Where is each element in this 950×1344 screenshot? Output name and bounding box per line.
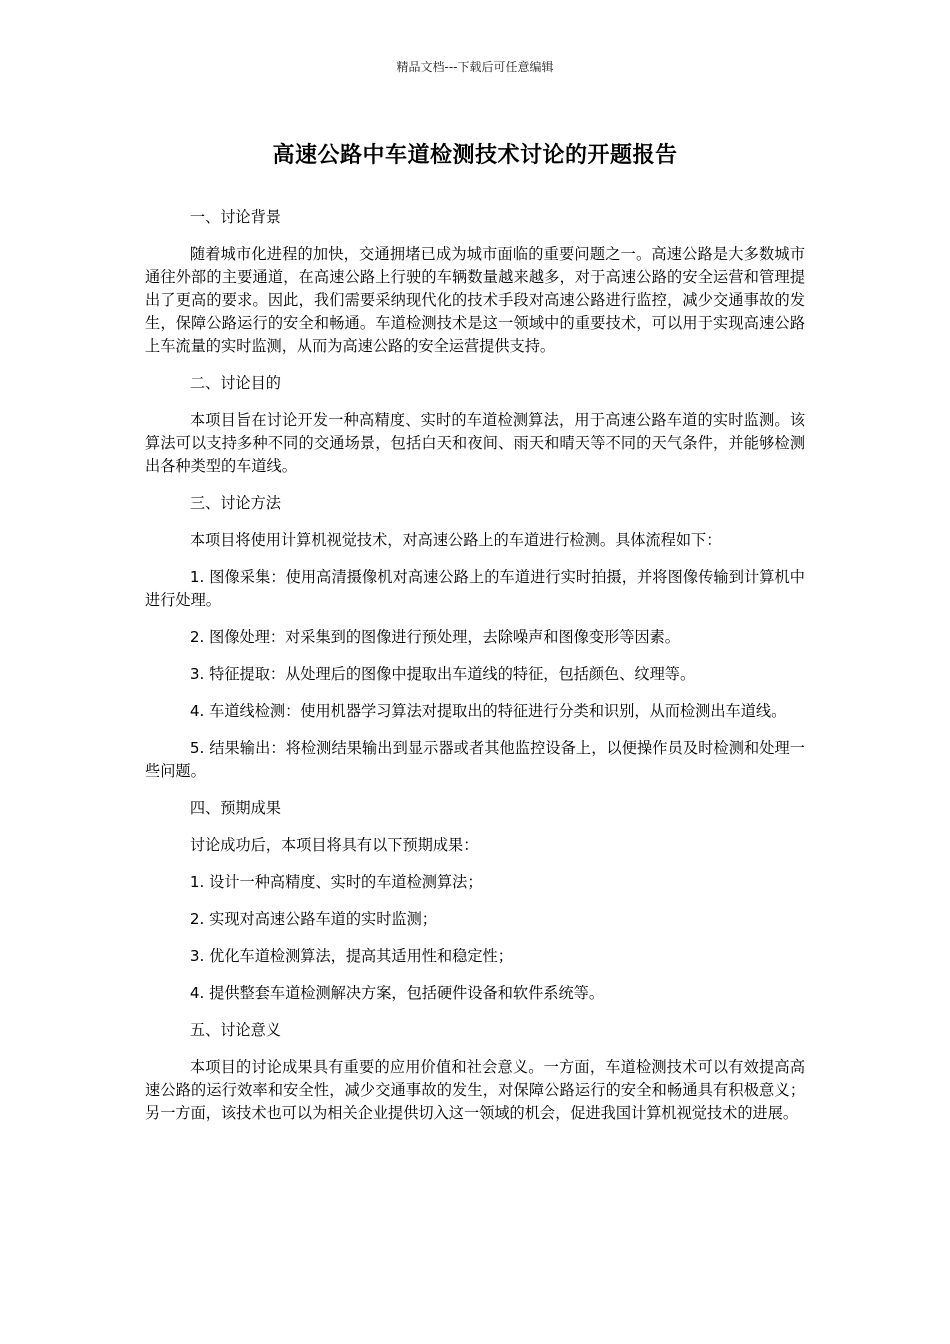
section-heading-goal: 二、讨论目的 — [189, 374, 281, 392]
method-step: 5. 结果输出：将检测结果输出到显示器或者其他监控设备上，以便操作员及时检测和处理一些问题。 — [145, 739, 805, 780]
method-step: 2. 图像处理：对采集到的图像进行预处理，去除噪声和图像变形等因素。 — [189, 628, 680, 646]
paragraph-outcome-intro: 讨论成功后，本项目将具有以下预期成果： — [189, 836, 479, 854]
section-heading-method: 三、讨论方法 — [189, 494, 281, 512]
outcome-item: 2. 实现对高速公路车道的实时监测； — [189, 910, 437, 928]
method-step: 4. 车道线检测：使用机器学习算法对提取出的特征进行分类和识别，从而检测出车道线。 — [189, 702, 787, 720]
paragraph-significance: 本项目的讨论成果具有重要的应用价值和社会意义。一方面，车道检测技术可以有效提高高速公路的运行效率和安全性，减少交通事故的发生，对保障公路运行的安全和畅通具有积极意义；另一方面，该技术也可以为相关企业提供切入这一领域的机会，促进我国计算机视觉技术的进展。 — [145, 1058, 805, 1122]
document-body — [145, 206, 805, 1139]
outcome-item: 1. 设计一种高精度、实时的车道检测算法； — [189, 873, 483, 891]
section-heading-background: 一、讨论背景 — [189, 208, 281, 226]
paragraph-background: 随着城市化进程的加快，交通拥堵已成为城市面临的重要问题之一。高速公路是大多数城市通往外部的主要通道，在高速公路上行驶的车辆数量越来越多，对于高速公路的安全运营和管理提出了更高的要求。因此，我们需要采纳现代化的技术手段对高速公路进行监控，减少交通事故的发生，保障公路运行的安全和畅通。车道检测技术是这一领域中的重要技术，可以用于实现高速公路上车流量的实时监测，从而为高速公路的安全运营提供支持。 — [145, 245, 805, 355]
outcome-item: 4. 提供整套车道检测解决方案，包括硬件设备和软件系统等。 — [189, 984, 605, 1002]
paragraph-method-intro: 本项目将使用计算机视觉技术，对高速公路上的车道进行检测。具体流程如下： — [189, 531, 722, 549]
method-step: 3. 特征提取：从处理后的图像中提取出车道线的特征，包括颜色、纹理等。 — [189, 665, 696, 683]
outcome-item: 3. 优化车道检测算法，提高其适用性和稳定性； — [189, 947, 513, 965]
section-heading-outcome: 四、预期成果 — [189, 799, 281, 817]
paragraph-goal: 本项目旨在讨论开发一种高精度、实时的车道检测算法，用于高速公路车道的实时监测。该算法可以支持多种不同的交通场景，包括白天和夜间、雨天和晴天等不同的天气条件，并能够检测出各种类型的车道线。 — [145, 411, 805, 475]
document-title: 高速公路中车道检测技术讨论的开题报告 — [272, 143, 678, 168]
section-heading-significance: 五、讨论意义 — [189, 1021, 281, 1039]
page-header: 精品文档---下载后可任意编辑 — [396, 60, 554, 74]
method-step: 1. 图像采集：使用高清摄像机对高速公路上的车道进行实时拍摄，并将图像传输到计算机中进行处理。 — [145, 568, 805, 609]
